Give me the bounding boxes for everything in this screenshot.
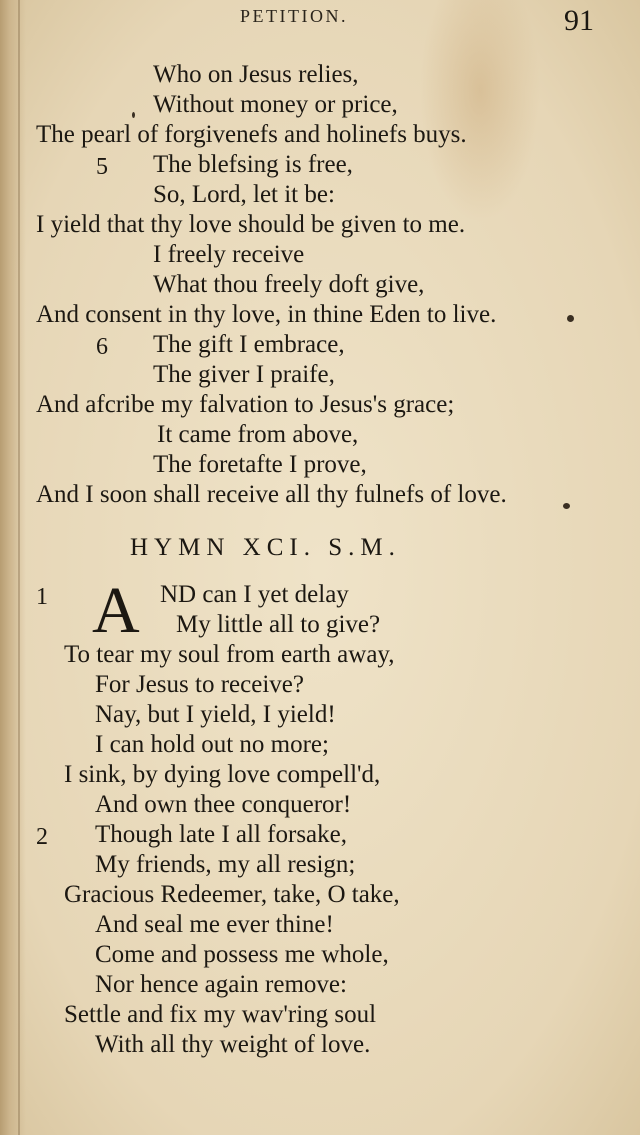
verse-line: Nor hence again remove: xyxy=(95,971,347,998)
page-gutter xyxy=(0,0,26,1135)
verse-number: 1 xyxy=(36,584,48,610)
verse-line: I yield that thy love should be given to me. xyxy=(36,211,466,238)
verse-line: And own thee conqueror! xyxy=(95,791,352,818)
verse-line: Gracious Redeemer, take, O take, xyxy=(64,881,400,908)
verse-line: I sink, by dying love compell'd, xyxy=(64,761,381,788)
verse-line: Though late I all forsake, xyxy=(95,821,347,848)
ink-speck xyxy=(563,503,570,509)
verse-line: My little all to give? xyxy=(176,611,381,638)
running-head: PETITION. xyxy=(240,6,348,26)
verse-line: The giver I praife, xyxy=(153,361,335,388)
verse-line: And afcribe my falvation to Jesus's grace; xyxy=(36,391,455,418)
verse-line: My friends, my all resign; xyxy=(95,851,356,878)
verse-line: For Jesus to receive? xyxy=(95,671,304,698)
verse-line: ND can I yet delay xyxy=(160,581,349,608)
verse-line: Come and possess me whole, xyxy=(95,941,389,968)
verse-line: What thou freely doft give, xyxy=(153,271,425,298)
verse-line: The blefsing is free, xyxy=(153,151,353,178)
verse-line: And I soon shall receive all thy fulnefs of love. xyxy=(36,481,507,508)
ink-speck xyxy=(132,112,135,118)
gutter-fold-line xyxy=(18,0,20,1135)
verse-line: With all thy weight of love. xyxy=(95,1031,371,1058)
verse-number: 2 xyxy=(36,824,48,850)
verse-line: I can hold out no more; xyxy=(95,731,329,758)
verse-line: To tear my soul from earth away, xyxy=(64,641,395,668)
verse-number: 6 xyxy=(96,334,108,360)
drop-cap: A xyxy=(92,574,140,647)
verse-line: So, Lord, let it be: xyxy=(153,181,335,208)
verse-line: It came from above, xyxy=(157,421,359,448)
verse-line: Nay, but I yield, I yield! xyxy=(95,701,336,728)
verse-line: The pearl of forgivenefs and holinefs buys. xyxy=(36,121,467,148)
verse-line: Settle and fix my wav'ring soul xyxy=(64,1001,377,1028)
verse-number: 5 xyxy=(96,154,108,180)
verse-line: The gift I embrace, xyxy=(153,331,345,358)
verse-line: And seal me ever thine! xyxy=(95,911,334,938)
page-number: 91 xyxy=(564,4,594,37)
hymn-title: HYMN XCI. S.M. xyxy=(130,534,401,561)
ink-speck xyxy=(567,315,574,322)
verse-line: And consent in thy love, in thine Eden to live. xyxy=(36,301,497,328)
verse-line: Who on Jesus relies, xyxy=(153,61,359,88)
verse-line: I freely receive xyxy=(153,241,305,268)
verse-line: Without money or price, xyxy=(153,91,398,118)
verse-line: The foretafte I prove, xyxy=(153,451,367,478)
